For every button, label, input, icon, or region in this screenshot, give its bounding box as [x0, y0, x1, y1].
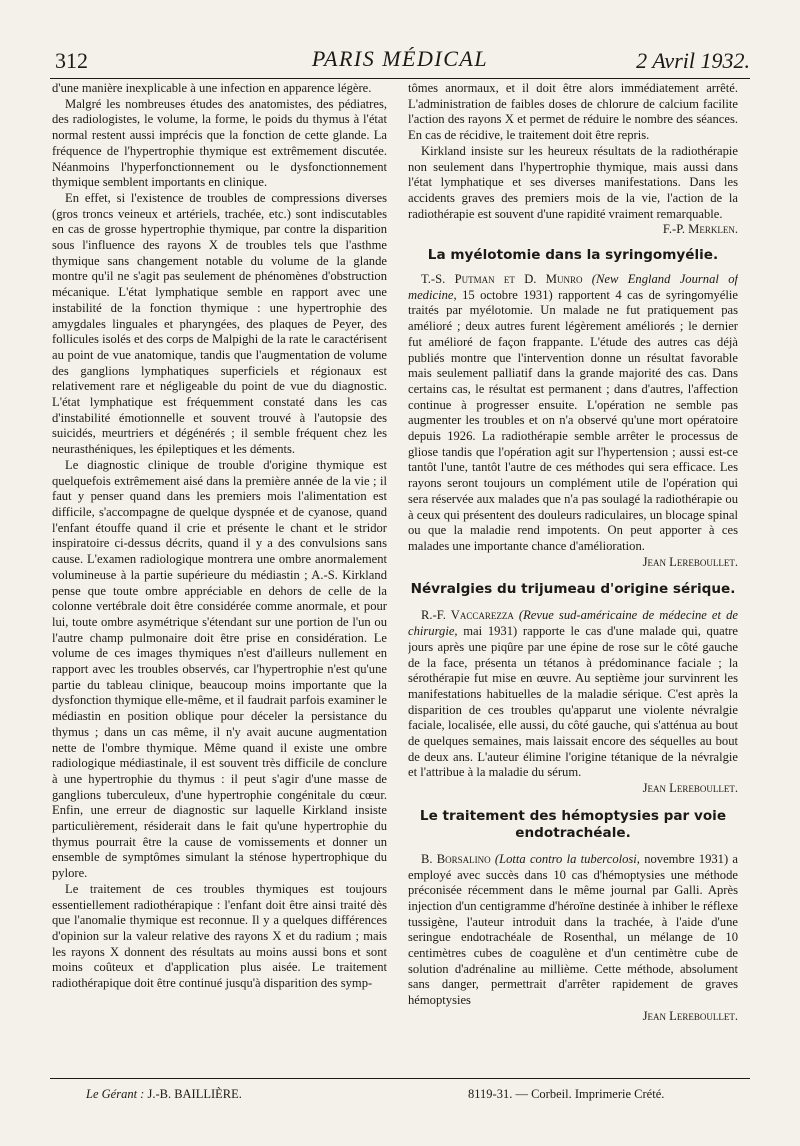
article-text: novembre 1931) a employé avec succès dans 10 cas d'hémoptysies une méthode préconisée récemment dans le même journal par Galli. Après injection d'un centigramme d'héroïne destinée à inhiber le réflexe tussigène, l'auteur introduit dans la trachée, à l'aide d'une seringue endotrachéale de Rosenthal, un mélange de 10 centimètres cubes de coagulène et d'un centimètre cube de solution d'adrénaline au millième. Cette méthode, absolument sans danger, permettrait d'arrêter rapidement de graves hémoptysies — [408, 851, 738, 1008]
paragraph-text: Kirkland insiste sur les heureux résultats de la radiothérapie non seulement dans l'hypertrophie thymique, mais aussi dans l'état lymphatique et ses diverses manifestations. Dans les accidents graves des premiers mois de la vie, l'action de la radiothérapie est souvent d'une rapidité vraiment remarquable. — [408, 143, 738, 221]
paragraph: Malgré les nombreuses études des anatomistes, des pédiatres, des radiologistes, le volume, la forme, le poids du thymus à l'état normal restent aussi imprécis que la fonction de cette glande. La fréquence de l'hypertrophie thymique est extrêmement discutée. Néanmoins l'hyperfonctionnement ou le dysfonctionnement thymique semblent importants en clinique. — [52, 96, 387, 190]
article-heading: La myélotomie dans la syringomyélie. — [427, 247, 719, 264]
paragraph — [408, 272, 738, 570]
article-authors: T.-S. Putman et D. Munro — [421, 272, 583, 287]
page-number: 312 — [55, 48, 88, 73]
article-text: mai 1931) rapporte le cas d'une malade qui, quatre jours après une piqûre par une épine de rose sur le côté gauche de la face, présenta un tétanos à prédominance faciale ; la sérothérapie fut mise en œuvre. Au septième jour survinrent les manifestations habituelles de la maladie sérique. C'est après la disparition de ces troubles qu'apparut une violente névralgie faciale, localisée, elle aussi, du côté gauche, qui s'atténua au bout de quelques semaines, mais laissait encore des séquelles au bout de deux ans. L'auteur élimine l'origine tétanique de la névralgie et l'attribue à la maladie du sérum. — [408, 624, 738, 780]
right-column — [408, 81, 738, 1071]
article-authors: B. Borsalino — [421, 851, 491, 866]
author-signature: Jean Lereboullet. — [642, 781, 738, 796]
article-source: (Lotta contro la tubercolosi, — [494, 851, 640, 866]
author-signature: F.-P. Merklen. — [662, 222, 738, 237]
paragraph: En effet, si l'existence de troubles de compressions diverses (gros troncs veineux et artériels, trachée, etc.) sont indiscutables en cas de grosse hypertrophie thymique, par contre la disparition sous l'influence des rayons X de troubles tels que l'asthme thymique sans changement notable du volume de la glande montre qu'il ne s'agit pas seulement de phénomènes d'obstruction mécanique. L'état lymphatique semble en rapport avec une instabilité de la fonction thymique : une hypertrophie des amygdales linguales et pharyngées, des plaques de Peyer, des follicules isolés et des corps de Malpighi de la rate le caractérisent au point de vue anatomique, tandis que l'augmentation de volume des ganglions lymphatiques superficiels et régionaux est relativement rare et négligeable du point de vue du diagnostic. L'état lymphatique est fréquemment constaté dans les cas d'instabilité émotionnelle et souvent trouvé à l'autopsie des suicidés, meurtriers et dégénérés ; il semble fréquent chez les neurasthéniques, les épileptiques et les déments. — [52, 190, 387, 457]
author-signature: Jean Lereboullet. — [642, 1008, 738, 1023]
article-heading: Le traitement des hémoptysies par voie endotrachéale. — [419, 807, 727, 841]
article-source: (New England Journal of medicine, — [408, 272, 738, 302]
paragraph — [408, 144, 738, 238]
article-source: (Revue sud-américaine de médecine et de chirurgie, — [408, 608, 738, 639]
manager-credit: Le Gérant : J.-B. BAILLIÈRE. — [86, 1087, 242, 1101]
paragraph: Le diagnostic clinique de trouble d'origine thymique est quelquefois extrêmement aisé dans la première année de la vie ; il faut y penser quand dans les premiers mois l'alimentation est difficile, s'accompagne de quelque dyspnée et de cyanose, quand l'enfant étouffe quand il crie et présente le chant et le stridor inspiratoire ci-dessus décrits, quand il y a des convulsions sans cause. L'examen radiologique montrera une ombre anormalement volumineuse à la partie supérieure du médiastin ; A.-S. Kirkland pense que toute ombre appréciable en dehors de celle de la colonne vertébrale doit être considérée comme anormale, et pour lui, toute ombre asymétrique s'étendant sur une portion de l'un ou l'autre champ pulmonaire doit être prise en considération. Le volume de ces images thymiques n'est d'ailleurs nullement en rapport avec les troubles observés, car l'hypertrophie n'est qu'une partie du tableau clinique, beaucoup moins importante que la dysfonction thymique elle-même, et il faudrait parfois examiner le médiastin en position oblique pour déceler la persistance du thymus ; dans un cas même, il n'y avait aucune augmentation nette de l'ombre thymique. Même quand il existe une ombre radiologique médiastinale, il est souvent très difficile de conclure à une hypertrophie du thymus : il peut s'agir d'une masse de ganglions tuberculeux, d'une hypertrophie congénitale du cœur. Enfin, une erreur de diagnostic sur laquelle Kirkland insiste particulièrement, résiderait dans le fait qu'une hypertrophie du thymus pourrait être la cause de vomissements et donner un ensemble de symptômes simulant la sténose hypertrophique du pylore. — [52, 457, 387, 881]
journal-title: PARIS MÉDICAL — [311, 46, 489, 71]
paragraph — [408, 852, 738, 1025]
paragraph — [408, 608, 738, 796]
page-header — [50, 44, 750, 79]
article-authors: R.-F. Vaccarezza — [421, 608, 514, 623]
author-signature: Jean Lereboullet. — [642, 554, 738, 569]
paragraph: d'une manière inexplicable à une infection en apparence légère. — [52, 81, 372, 95]
article-text: 15 octobre 1931) rapportent 4 cas de syringomyélie traités par myélotomie. Un malade ne fut pratiquement pas amélioré ; deux autres furent légèrement améliorés ; le dernier fut amélioré de façon frappante. L'étude des autres cas déjà publiés montre que l'intervention donne un résultat favorable mais seulement palliatif dans la grande majorité des cas. Dans certains cas, le résultat est permanent ; dans d'autres, l'affection continue à progresser ensuite. L'opération ne semble pas augmenter les troubles et on n'a observé qu'une mort opératoire depuis 1926. La radiothérapie semble arrêter le processus de gliose tandis que l'opération agit sur l'hypertension ; aussi est-ce tantôt l'une, tantôt l'autre de ces méthodes qui sera efficace. Les rayons seront toujours un complément utile de l'opération qui sera réservée aux malades que n'a pas soulagé la radiothérapie ou à ceux qui présentent des douleurs radiculaires, un blocage spinal ou que la maladie rend impotents. On peut apporter à ces malades une importante chance d'amélioration. — [408, 287, 738, 553]
article-heading: Névralgies du trijumeau d'origine sérique. — [410, 581, 736, 598]
issue-date: 2 Avril 1932. — [636, 48, 750, 73]
paragraph: tômes anormaux, et il doit être alors immédiatement arrêté. L'administration de faibles doses de chlorure de calcium facilite l'action des rayons X et permet de réduire le nombre des séances. En cas de récidive, le traitement doit être repris. — [408, 81, 738, 143]
paragraph: Le traitement de ces troubles thymiques est toujours essentiellement radiothérapique : l'enfant doit être ainsi traité dès que l'anomalie thymique est reconnue. Il y a quelques différences d'opinion sur la valeur relative des rayons X et du radium ; mais les rayons X donnent des résultats au moins aussi bons et sont moins coûteux et d'application plus aisée. Le traitement radiothérapique doit être continué jusqu'à disparition des symp- — [52, 881, 387, 991]
printer-credit: 8119-31. — Corbeil. Imprimerie Crété. — [468, 1087, 665, 1101]
left-column — [52, 81, 387, 1071]
page-footer — [50, 1078, 750, 1107]
